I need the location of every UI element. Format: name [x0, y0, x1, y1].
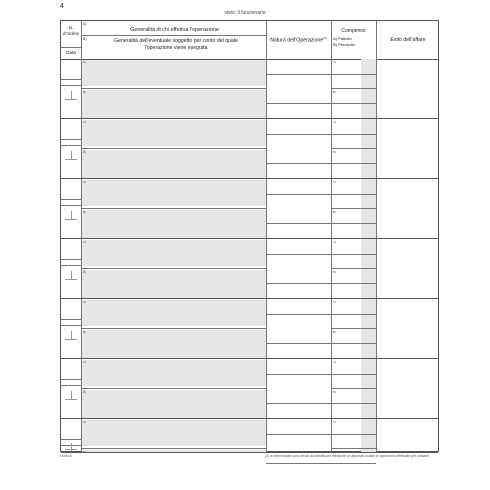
entry-compenso-a-marker: A): [333, 300, 336, 304]
register-entry: [61, 179, 438, 239]
entry-compenso-a-marker: A): [333, 240, 336, 244]
entry-a-marker: A): [83, 60, 86, 64]
header-a-marker: A): [83, 22, 87, 26]
entry-a-marker: A): [83, 240, 86, 244]
entry-a-field[interactable]: [82, 180, 266, 206]
page-number: 4: [60, 3, 64, 10]
header-compenso: Compenso: [341, 28, 366, 34]
entry-b-marker: B): [83, 150, 86, 154]
entry-b-field[interactable]: [82, 390, 266, 418]
entry-compenso-b-marker: B): [333, 390, 336, 394]
form-code: 1548.00: [60, 454, 73, 458]
entry-b-marker: B): [83, 90, 86, 94]
entry-compenso-a-marker: A): [333, 120, 336, 124]
header-numero: N. d'ordine: [62, 25, 80, 36]
table-header: [61, 21, 438, 60]
entry-compenso-a-marker: A): [333, 360, 336, 364]
entry-a-field[interactable]: [82, 120, 266, 146]
entry-a-marker: A): [83, 420, 86, 424]
register-entry: [61, 419, 438, 453]
header-compenso-b: B) Percepito: [333, 42, 356, 47]
entry-b-field[interactable]: [82, 90, 266, 118]
entry-b-field[interactable]: [82, 150, 266, 178]
header-natura: Natura dell'Operazione$^{(1)}$: [270, 36, 327, 44]
footnote: (1) le intermediari sono tenuti ad identificare mediante un apposito codice le operazioni effettuate per contanti: [265, 454, 429, 458]
entry-b-field[interactable]: [82, 210, 266, 238]
entry-b-field[interactable]: [82, 450, 266, 452]
entry-compenso-a-marker: A): [333, 180, 336, 184]
header-esito: Esito dell'affare: [390, 37, 426, 43]
visto-label: visto: il funzionario: [224, 10, 266, 16]
register-entry: [61, 119, 438, 179]
register-entry: [61, 299, 438, 359]
entry-a-field[interactable]: [82, 360, 266, 386]
entry-a-marker: A): [83, 180, 86, 184]
entry-a-marker: A): [83, 120, 86, 124]
entry-a-field[interactable]: [82, 240, 266, 266]
entry-b-marker: B): [83, 330, 86, 334]
register-entry: [61, 239, 438, 299]
header-generalita-b: Generalità dell'eventuale soggetto per conto del quale l'operazione viene eseguita: [114, 38, 238, 51]
entry-b-marker: B): [83, 450, 86, 454]
entry-compenso-a-marker: A): [333, 60, 336, 64]
entry-b-marker: B): [83, 270, 86, 274]
entry-a-field[interactable]: [82, 420, 266, 446]
entry-compenso-a-marker: A): [333, 420, 336, 424]
header-generalita-a: Generalità di chi effettua l'operazione: [130, 27, 219, 33]
entry-a-field[interactable]: [82, 60, 266, 86]
entry-a-field[interactable]: [82, 300, 266, 326]
header-data: Data: [66, 50, 76, 55]
entry-a-marker: A): [83, 360, 86, 364]
entry-a-marker: A): [83, 300, 86, 304]
register-entry: [61, 59, 438, 119]
header-b-marker: B): [83, 37, 87, 41]
register-entry: [61, 359, 438, 419]
entry-b-field[interactable]: [82, 330, 266, 358]
register-table: [60, 20, 439, 452]
entry-b-marker: B): [83, 390, 86, 394]
entry-compenso-b-marker: B): [333, 330, 336, 334]
header-compenso-a: A) Pattuito: [333, 36, 352, 41]
entry-compenso-b-marker: B): [333, 270, 336, 274]
entry-compenso-b-marker: B): [333, 210, 336, 214]
entry-compenso-b-marker: B): [333, 90, 336, 94]
entry-b-marker: B): [83, 210, 86, 214]
entry-b-field[interactable]: [82, 270, 266, 298]
entry-compenso-b-marker: B): [333, 150, 336, 154]
entry-compenso-b-marker: B): [333, 450, 336, 454]
